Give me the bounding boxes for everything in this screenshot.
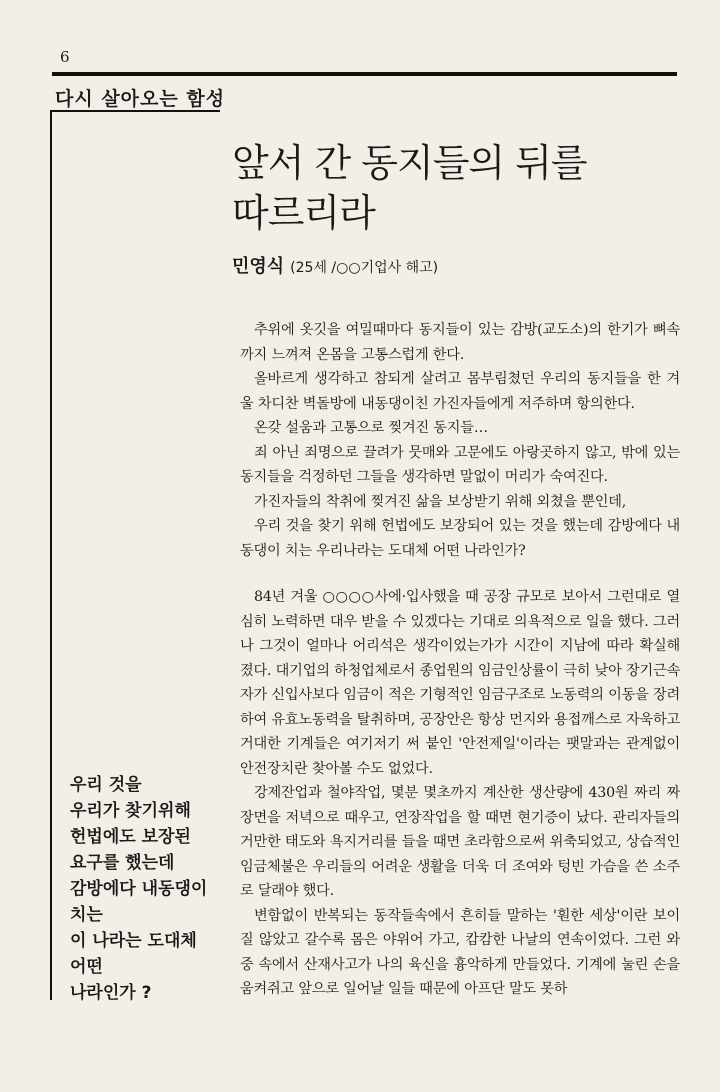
page-number: 6 [60,48,70,66]
body-paragraph: 변함없이 반복되는 동작들속에서 흔히들 말하는 '훤한 세상'이란 보이질 않았고 갈수록 몸은 야위어 가고, 캄캄한 나날의 연속이었다. 그런 와중 속에서 산재사고가 나의 육신을 흉악하게 만들었다. 기계에 눌린 손을 움켜쥐고 앞으로 일어날 일들 때문에 아프단 말도 못하 [240,907,680,997]
section-title: 다시 살아오는 함성 [55,88,226,110]
pull-quote [70,772,220,1006]
top-rule [52,72,677,76]
author-name: 민영식 [232,256,285,277]
pullquote-line: 이 나라는 도대체 [70,931,197,951]
pullquote-line: 우리가 찾기위해 [70,801,191,821]
body-paragraph: 죄 아닌 죄명으로 끌려가 뭇매와 고문에도 아랑곳하지 않고, 밖에 있는 동지들을 걱정하던 그들을 생각하면 말없이 머리가 숙여진다. [240,444,680,485]
pullquote-line: 헌법에도 보장된 [70,827,191,847]
article-body [240,318,680,1002]
body-paragraph: 우리 것을 찾기 위해 헌법에도 보장되어 있는 것을 했는데 감방에다 내동댕이 치는 우리나라는 도대체 어떤 나라인가? [240,518,680,559]
body-paragraph: 84년 겨울 ○○○○사에·입사했을 때 공장 규모로 보아서 그런대로 열심히 노력하면 대우 받을 수 있겠다는 기대로 의욕적으로 일을 했다. 그러나 그것이 얼마나 어리석은 생각이었는가가 시간이 지남에 따라 확실해 졌다. 대기업의 하청업체로서 종업원의 임금인상률이 극히 낮아 장기근속자가 신입사보다 임금이 적은 기형적인 임금구조로 노동력의 이동을 장려하여 유효노동력을 탈취하며, 공장안은 항상 먼지와 용접깨스로 자욱하고 거대한 기계들은 여기저기 써 붙인 '안전제일'이라는 팻말과는 관계없이 안전장치란 찾아볼 수도 없었다. [240,589,680,777]
body-paragraph: 올바르게 생각하고 참되게 살려고 몸부림쳤던 우리의 동지들을 한 겨울 차디찬 벽돌방에 내동댕이친 가진자들에게 저주하며 항의한다. [240,371,680,412]
left-margin-rule [50,110,52,1000]
paragraph-gap [240,563,680,585]
body-paragraph: 추위에 옷깃을 여밀때마다 동지들이 있는 감방(교도소)의 한기가 뼈속까지 느껴져 온몸을 고통스럽게 한다. [240,322,680,363]
body-paragraph: 가진자들의 착취에 찢겨진 삶을 보상받기 위해 외쳤을 뿐인데, [254,493,627,510]
pullquote-line: 요구를 했는데 [70,853,175,873]
pullquote-line: 어떤 [70,957,103,977]
pullquote-line: 우리 것을 [70,775,142,795]
pullquote-line: 감방에다 내동댕이 [70,879,208,899]
author-info: (25세 /○○기업사 해고) [290,260,439,276]
pullquote-line: 치는 [70,905,103,925]
headline-line-2: 따르리라 [232,191,375,235]
pullquote-line: 나라인가 ? [70,983,152,1003]
body-paragraph: 온갖 설움과 고통으로 찢겨진 동지들… [254,420,488,436]
section-rule [52,110,220,112]
article-headline [232,138,672,238]
body-paragraph: 강제잔업과 철야작업, 몇분 몇초까지 계산한 생산량에 430원 짜리 짜장면을 저녁으로 때우고, 연장작업을 할 때면 현기증이 났다. 관리자들의 거만한 태도와 욕지거리를 들을 때면 초라함으로써 위축되었고, 상습적인 임금체불은 우리들의 어려운 생활을 더욱 더 조여와 텅빈 가슴을 쓴 소주로 달래야 했다. [240,785,680,899]
headline-line-1: 앞서 간 동지들의 뒤를 [232,141,587,185]
byline [232,252,438,278]
